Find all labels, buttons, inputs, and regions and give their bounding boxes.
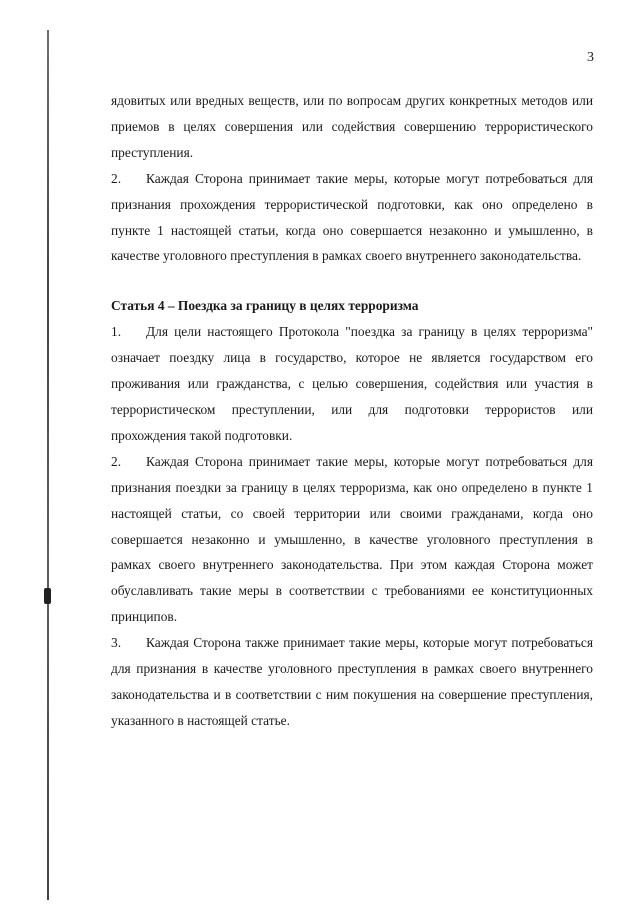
document-body xyxy=(111,88,593,734)
page-number: 3 xyxy=(587,50,594,65)
article4-paragraph-2 xyxy=(111,449,593,630)
paragraph-text: Каждая Сторона также принимает такие меры, которые могут потребоваться для признания в качестве уголовного преступления в рамках своего внутреннего законодательства и в соответствии с ним покушения на совершение преступления, указанного в настоящей статье. xyxy=(111,635,593,728)
article3-paragraph-2 xyxy=(111,166,593,270)
continuation-paragraph: ядовитых или вредных веществ, или по вопросам других конкретных методов или приемов в целях совершения или содействия совершению террористического преступления. xyxy=(111,93,593,160)
paragraph-number: 2. xyxy=(111,453,122,469)
scan-binding-mark xyxy=(44,588,51,604)
article4-heading: Статья 4 – Поездка за границу в целях терроризма xyxy=(111,298,419,314)
paragraph-number: 2. xyxy=(111,170,122,186)
paragraph-number: 1. xyxy=(111,324,122,340)
scan-edge-line xyxy=(47,30,49,900)
paragraph-number: 3. xyxy=(111,635,122,651)
article4-paragraph-3 xyxy=(111,630,593,734)
paragraph-text: Каждая Сторона принимает такие меры, которые могут потребоваться для признания прохождения террористической подготовки, как оно определено в пункте 1 настоящей статьи, когда оно совершается незаконно и умышленно, в качестве уголовного преступления в рамках своего внутреннего законодательства. xyxy=(111,170,593,264)
paragraph-text: Каждая Сторона принимает такие меры, которые могут потребоваться для признания поездки за границу в целях терроризма, как оно определено в пункте 1 настоящей статьи, со своей территории или своими гражданами, когда оно совершается незаконно и умышленно, в качестве уголовного преступления в рамках своего внутреннего законодательства. При этом каждая Сторона может обуславливать такие меры в соответствии с требованиями ее конституционных принципов. xyxy=(111,453,593,625)
paragraph-text: Для цели настоящего Протокола "поездка за границу в целях терроризма" означает поездку лица в государство, которое не является государством его проживания или гражданства, с целью совершения, содействия или участия в террористическом преступлении, или для подготовки террористов или прохождения такой подготовки. xyxy=(111,324,593,443)
article4-paragraph-1 xyxy=(111,319,593,449)
